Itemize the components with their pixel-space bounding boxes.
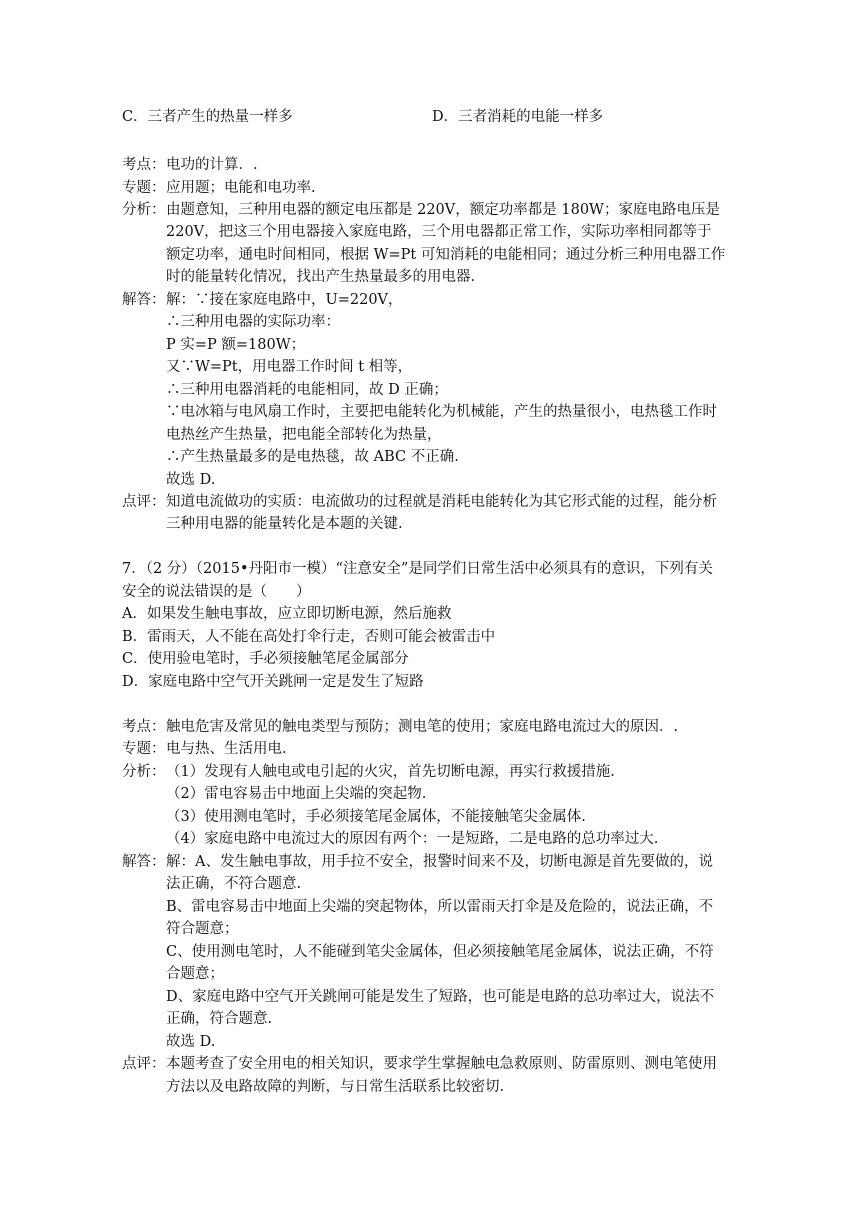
zhuanti-label: 专题：	[122, 180, 166, 196]
jieda-line: ∴三种用电器的实际功率：	[166, 314, 340, 330]
kaodian-text: 触电危害及常见的触电类型与预防；测电笔的使用；家庭电路电流过大的原因．.	[166, 719, 679, 735]
fenxi-line: （1）发现有人触电或电引起的火灾，首先切断电源，再实行救援措施.	[166, 764, 615, 780]
jieda-label: 解答：	[122, 292, 166, 308]
option-c: C．三者产生的热量一样多	[122, 109, 293, 125]
dianping-line: 知道电流做功的实质：电流做功的过程就是消耗电能转化为其它形式能的过程，能分析	[166, 494, 717, 510]
jieda-line: 解：A、发生触电事故，用手拉不安全，报警时间来不及，切断电源是首先要做的，说	[166, 854, 713, 870]
fenxi-line: （4）家庭电路中电流过大的原因有两个：一是短路，二是电路的总功率过大.	[166, 831, 659, 847]
jieda-line: ∴产生热量最多的是电热毯，故 ABC 不正确.	[166, 449, 459, 465]
jieda-line: 又∵W=Pt，用电器工作时间 t 相等，	[166, 359, 413, 375]
option-b: B．雷雨天，人不能在高处打伞行走，否则可能会被雷击中	[122, 629, 496, 645]
kaodian-label: 考点：	[122, 719, 166, 735]
jieda-line: 故选 D.	[166, 472, 216, 488]
fenxi-label: 分析：	[122, 764, 166, 780]
kaodian-text: 电功的计算．.	[166, 157, 258, 173]
jieda-line: 故选 D.	[166, 1034, 216, 1050]
jieda-line: 法正确，不符合题意.	[166, 876, 302, 892]
jieda-line: D、家庭电路中空气开关跳闸可能是发生了短路，也可能是电路的总功率过大，说法不	[166, 989, 715, 1005]
jieda-line: 解：∵接在家庭电路中，U=220V，	[166, 292, 403, 308]
option-a: A．如果发生触电事故，应立即切断电源，然后施救	[122, 606, 452, 622]
jieda-line: C、使用测电笔时，人不能碰到笔尖金属体，但必须接触笔尾金属体，说法正确，不符	[166, 944, 714, 960]
question-stem: 安全的说法错误的是（ ）	[122, 584, 311, 600]
fenxi-label: 分析：	[122, 202, 166, 218]
zhuanti-label: 专题：	[122, 741, 166, 757]
dianping-line: 方法以及电路故障的判断，与日常生活联系比较密切.	[166, 1079, 505, 1095]
fenxi-line: 由题意知，三种用电器的额定电压都是 220V，额定功率都是 180W；家庭电路电压是	[166, 202, 720, 218]
fenxi-line: （3）使用测电笔时，手必须接笔尾金属体，不能接触笔尖金属体.	[166, 809, 586, 825]
option-d: D．三者消耗的电能一样多	[432, 109, 604, 125]
fenxi-line: 额定功率，通电时间相同，根据 W=Pt 可知消耗的电能相同；通过分析三种用电器工作	[166, 247, 726, 263]
jieda-line: 正确，符合题意.	[166, 1011, 273, 1027]
question-stem: 7．（2 分）（2015•丹阳市一模）“注意安全”是同学们日常生活中必须具有的意识，下列有关	[122, 561, 713, 577]
jieda-line: ∵电冰箱与电风扇工作时，主要把电能转化为机械能，产生的热量很小，电热毯工作时	[166, 404, 717, 420]
jieda-line: B、雷电容易击中地面上尖端的突起物体，所以雷雨天打伞是及危险的，说法正确，不	[166, 899, 714, 915]
jieda-line: ∴三种用电器消耗的电能相同，故 D 正确；	[166, 382, 448, 398]
fenxi-line: 时的能量转化情况，找出产生热量最多的用电器.	[166, 269, 476, 285]
dianping-line: 本题考查了安全用电的相关知识，要求学生掌握触电急救原则、防雷原则、测电笔使用	[166, 1056, 717, 1072]
jieda-line: 电热丝产生热量，把电能全部转化为热量，	[166, 427, 442, 443]
jieda-label: 解答：	[122, 854, 166, 870]
kaodian-label: 考点：	[122, 157, 166, 173]
option-d: D．家庭电路中空气开关跳闸一定是发生了短路	[122, 674, 424, 690]
jieda-line: 合题意；	[166, 966, 224, 982]
dianping-line: 三种用电器的能量转化是本题的关键.	[166, 516, 403, 532]
dianping-label: 点评：	[122, 1056, 166, 1072]
fenxi-line: 220V，把这三个用电器接入家庭电路，三个用电器都正常工作，实际功率相同都等于	[166, 224, 712, 240]
dianping-label: 点评：	[122, 494, 166, 510]
zhuanti-text: 应用题；电能和电功率.	[166, 180, 316, 196]
jieda-line: 符合题意；	[166, 921, 239, 937]
option-c: C．使用验电笔时，手必须接触笔尾金属部分	[122, 651, 409, 667]
jieda-line: P 实=P 额=180W；	[166, 337, 306, 353]
zhuanti-text: 电与热、生活用电.	[166, 741, 287, 757]
fenxi-line: （2）雷电容易击中地面上尖端的突起物.	[166, 786, 427, 802]
